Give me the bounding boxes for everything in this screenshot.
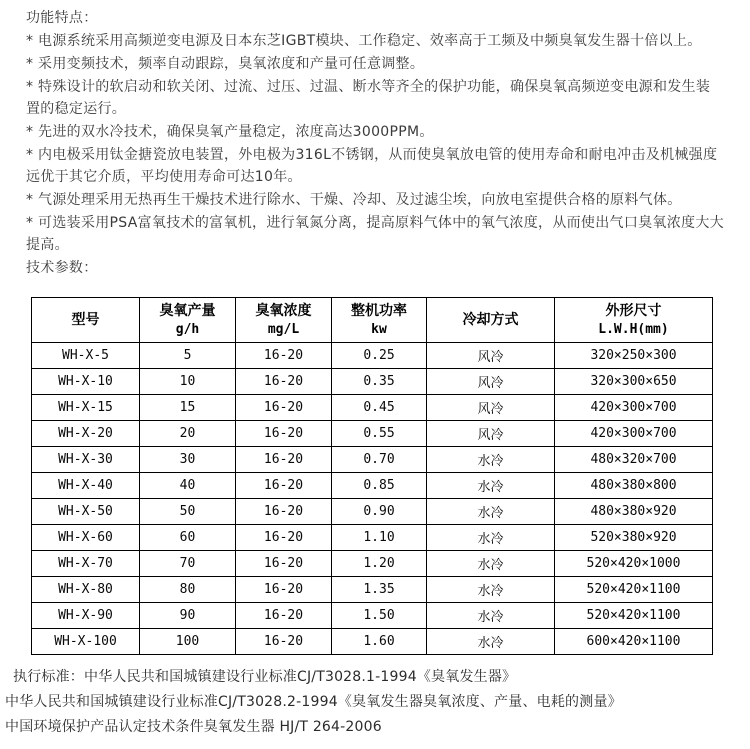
cell-ozone-output: 100	[140, 629, 236, 655]
cell-cooling-method: 风冷	[427, 395, 555, 421]
table-row	[32, 629, 713, 655]
features-title: 功能特点：	[26, 10, 98, 26]
table-row	[32, 577, 713, 603]
cell-ozone-output: 30	[140, 447, 236, 473]
feature-item: * 采用变频技术，频率自动跟踪，臭氧浓度和产量可任意调整。	[26, 56, 425, 72]
column-header-unit: kw	[371, 322, 387, 337]
cell-power: 0.55	[332, 421, 427, 447]
cell-model: WH-X-40	[32, 473, 140, 499]
cell-cooling-method: 水冷	[427, 525, 555, 551]
cell-model: WH-X-50	[32, 499, 140, 525]
table-row	[32, 603, 713, 629]
cell-dimensions: 480×380×800	[555, 473, 713, 499]
feature-item: * 内电极采用钛金搪瓷放电装置，外电极为316L不锈钢，从而使臭氧放电管的使用寿命和耐电冲击及机械强度远优于其它介质，平均使用寿命可达10年。	[26, 147, 718, 185]
cell-ozone-concentration: 16-20	[236, 499, 332, 525]
table-row	[32, 421, 713, 447]
column-header-unit: g/h	[175, 322, 200, 337]
cell-dimensions: 320×300×650	[555, 369, 713, 395]
cell-power: 1.10	[332, 525, 427, 551]
cell-model: WH-X-60	[32, 525, 140, 551]
cell-ozone-output: 10	[140, 369, 236, 395]
cell-ozone-output: 60	[140, 525, 236, 551]
feature-item: * 气源处理采用无热再生干燥技术进行除水、干燥、冷却、及过滤尘埃，向放电室提供合格的原料气体。	[26, 192, 682, 208]
cell-power: 0.45	[332, 395, 427, 421]
column-header-label: 外形尺寸	[605, 303, 662, 319]
cell-cooling-method: 水冷	[427, 447, 555, 473]
cell-power: 0.90	[332, 499, 427, 525]
feature-item: * 电源系统采用高频逆变电源及日本东芝IGBT模块、工作稳定、效率高于工频及中频臭氧发生器十倍以上。	[26, 33, 702, 49]
table-row	[32, 499, 713, 525]
cell-ozone-output: 15	[140, 395, 236, 421]
spec-table	[31, 297, 713, 655]
cell-model: WH-X-5	[32, 343, 140, 369]
cell-model: WH-X-20	[32, 421, 140, 447]
column-header-label: 型号	[71, 311, 100, 328]
column-header-label: 整机功率	[351, 303, 407, 319]
standards-section	[0, 665, 750, 740]
column-header	[427, 298, 555, 343]
cell-ozone-concentration: 16-20	[236, 629, 332, 655]
cell-power: 1.35	[332, 577, 427, 603]
cell-model: WH-X-30	[32, 447, 140, 473]
cell-power: 1.50	[332, 603, 427, 629]
cell-ozone-concentration: 16-20	[236, 603, 332, 629]
cell-ozone-output: 50	[140, 499, 236, 525]
spec-table-body	[32, 343, 713, 655]
column-header	[555, 298, 713, 343]
feature-item: * 先进的双水冷技术，确保臭氧产量稳定，浓度高达3000PPM。	[26, 124, 434, 140]
cell-cooling-method: 水冷	[427, 499, 555, 525]
column-header-label: 冷却方式	[462, 311, 519, 328]
cell-cooling-method: 水冷	[427, 629, 555, 655]
features-list	[26, 30, 724, 256]
cell-power: 1.60	[332, 629, 427, 655]
cell-power: 0.85	[332, 473, 427, 499]
feature-item: * 可选装采用PSA富氧技术的富氧机，进行氧氮分离，提高原料气体中的氧气浓度，从而使出气口臭氧浓度大大提高。	[26, 215, 724, 253]
tech-params-title: 技术参数：	[26, 260, 98, 276]
table-row	[32, 447, 713, 473]
column-header	[32, 298, 140, 343]
cell-ozone-concentration: 16-20	[236, 421, 332, 447]
cell-power: 0.25	[332, 343, 427, 369]
table-row	[32, 343, 713, 369]
cell-cooling-method: 风冷	[427, 343, 555, 369]
cell-dimensions: 480×320×700	[555, 447, 713, 473]
cell-ozone-output: 70	[140, 551, 236, 577]
standard-line: 执行标准：中华人民共和国城镇建设行业标准CJ/T3028.1-1994《臭氧发生器》	[13, 669, 517, 685]
table-row	[32, 551, 713, 577]
cell-dimensions: 480×380×920	[555, 499, 713, 525]
cell-ozone-output: 5	[140, 343, 236, 369]
cell-model: WH-X-70	[32, 551, 140, 577]
column-header-label: 臭氧浓度	[255, 303, 312, 319]
cell-ozone-output: 90	[140, 603, 236, 629]
cell-ozone-concentration: 16-20	[236, 551, 332, 577]
cell-ozone-concentration: 16-20	[236, 369, 332, 395]
cell-ozone-output: 20	[140, 421, 236, 447]
cell-cooling-method: 水冷	[427, 603, 555, 629]
cell-ozone-concentration: 16-20	[236, 473, 332, 499]
cell-ozone-concentration: 16-20	[236, 525, 332, 551]
cell-dimensions: 600×420×1100	[555, 629, 713, 655]
table-row	[32, 395, 713, 421]
cell-dimensions: 420×300×700	[555, 395, 713, 421]
cell-cooling-method: 水冷	[427, 473, 555, 499]
cell-ozone-concentration: 16-20	[236, 447, 332, 473]
cell-power: 0.35	[332, 369, 427, 395]
feature-item: * 特殊设计的软启动和软关闭、过流、过压、过温、断水等齐全的保护功能，确保臭氧高频逆变电源和发生装置的稳定运行。	[26, 79, 711, 117]
cell-model: WH-X-15	[32, 395, 140, 421]
column-header	[332, 298, 427, 343]
cell-model: WH-X-90	[32, 603, 140, 629]
standard-line: 中国环境保护产品认定技术条件臭氧发生器 HJ/T 264-2006	[5, 719, 382, 735]
cell-dimensions: 320×250×300	[555, 343, 713, 369]
cell-dimensions: 520×420×1100	[555, 603, 713, 629]
cell-model: WH-X-10	[32, 369, 140, 395]
cell-model: WH-X-80	[32, 577, 140, 603]
cell-model: WH-X-100	[32, 629, 140, 655]
column-header	[140, 298, 236, 343]
cell-power: 1.20	[332, 551, 427, 577]
cell-ozone-concentration: 16-20	[236, 395, 332, 421]
cell-dimensions: 520×380×920	[555, 525, 713, 551]
cell-ozone-output: 80	[140, 577, 236, 603]
cell-ozone-concentration: 16-20	[236, 577, 332, 603]
cell-dimensions: 420×300×700	[555, 421, 713, 447]
cell-dimensions: 520×420×1100	[555, 577, 713, 603]
column-header-unit: mg/L	[267, 322, 300, 337]
cell-cooling-method: 水冷	[427, 577, 555, 603]
standard-line: 中华人民共和国城镇建设行业标准CJ/T3028.2-1994《臭氧发生器臭氧浓度、产量、电耗的测量》	[5, 694, 622, 710]
table-row	[32, 473, 713, 499]
cell-ozone-concentration: 16-20	[236, 343, 332, 369]
column-header-label: 臭氧产量	[159, 303, 216, 319]
column-header	[236, 298, 332, 343]
table-row	[32, 525, 713, 551]
cell-ozone-output: 40	[140, 473, 236, 499]
features-section	[0, 0, 750, 279]
cell-dimensions: 520×420×1000	[555, 551, 713, 577]
table-row	[32, 369, 713, 395]
cell-power: 0.70	[332, 447, 427, 473]
cell-cooling-method: 风冷	[427, 421, 555, 447]
column-header-unit: L.W.H(mm)	[598, 322, 669, 337]
spec-table-header-row	[32, 298, 713, 343]
cell-cooling-method: 风冷	[427, 369, 555, 395]
cell-cooling-method: 水冷	[427, 551, 555, 577]
